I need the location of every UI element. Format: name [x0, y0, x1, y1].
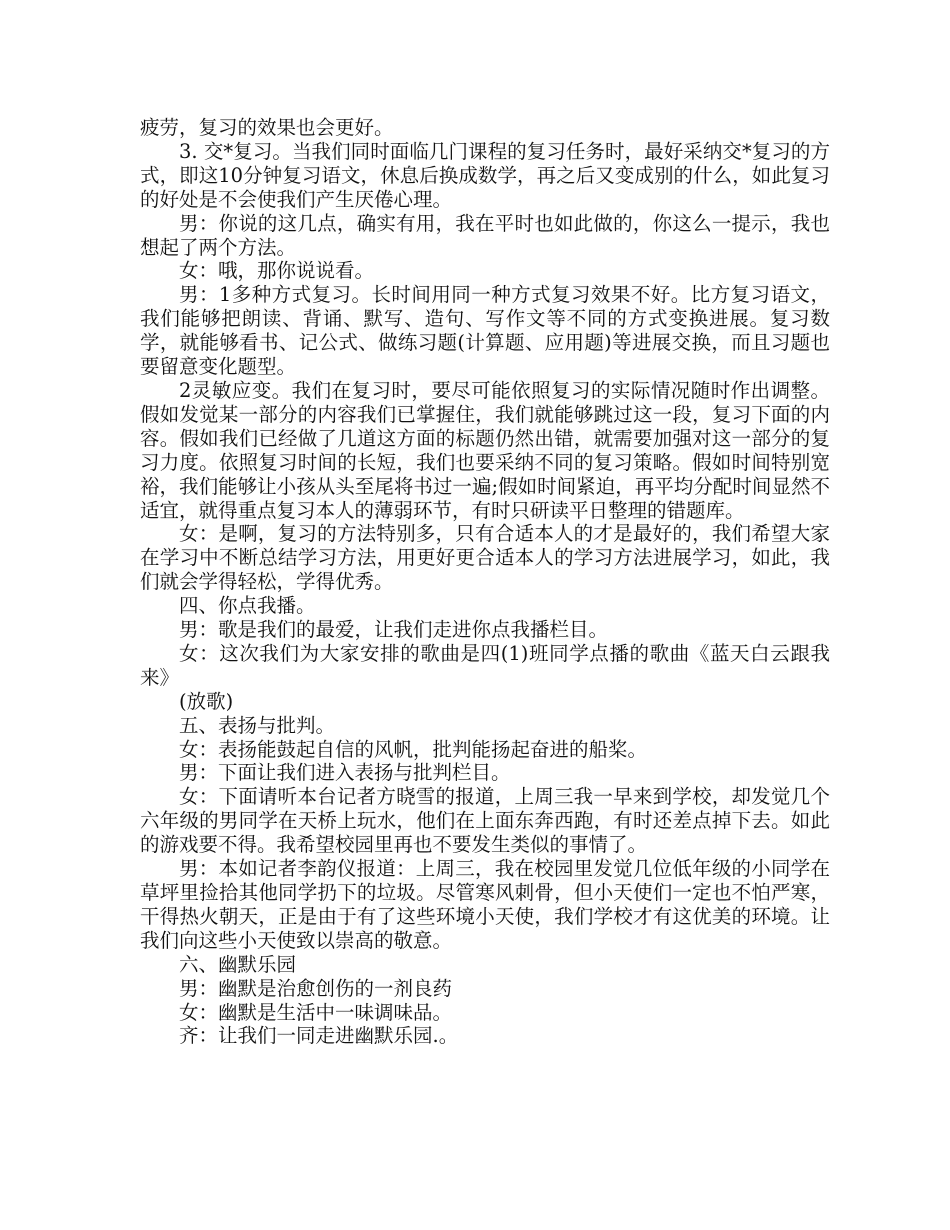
section-heading-humor: 六、幽默乐园: [179, 952, 297, 976]
paragraph-flexible-adaptation: 2灵敏应变。我们在复习时，要尽可能依照复习的实际情况随时作出调整。假如发觉某一部分的内容我们已掌握住，我们就能够跳过这一段，复习下面的内容。假如我们已经做了几道这方面的标题仍然出错，就需要加强对这一部分的复习力度。依照复习时间的长短，我们也要采纳不同的复习策略。假如时间特别宽裕，我们能够让小孩从头至尾将书过一遍;假如时间紧迫，再平均分配时间显然不适宜，就得重点复习本人的薄弱环节，有时只研读平日整理的错题库。: [140, 378, 830, 522]
section-heading-praise-criticism: 五、表扬与批判。: [179, 713, 336, 737]
paragraph-male-humor: 男：幽默是治愈创伤的一剂良药: [179, 976, 453, 1000]
paragraph-female-song-intro: 女：这次我们为大家安排的歌曲是四(1)班同学点播的歌曲《蓝天白云跟我来》: [140, 641, 830, 689]
paragraph-male-response: 男：你说的这几点，确实有用，我在平时也如此做的，你这么一提示，我也想起了两个方法。: [140, 211, 830, 259]
paragraph-play-song: (放歌): [179, 689, 234, 713]
paragraph-reporter-li: 男：本如记者李韵仪报道：上周三，我在校园里发觉几位低年级的小同学在草坪里捡拾其他同学扔下的垃圾。尽管寒风刺骨，但小天使们一定也不怕严寒，干得热火朝天，正是由于有了这些环境小天使，我们学校才有这优美的环境。让我们向这些小天使致以崇高的敬意。: [140, 857, 830, 952]
paragraph-continuation: 疲劳，复习的效果也会更好。: [140, 116, 394, 139]
section-heading-song-request: 四、你点我播。: [179, 594, 316, 618]
paragraph-female-prompt: 女：哦，那你说说看。: [179, 259, 375, 283]
paragraph-female-summary: 女：是啊，复习的方法特别多，只有合适本人的才是最好的，我们希望大家在学习中不断总结学习方法，用更好更合适本人的学习方法进展学习，如此，我们就会学得轻松，学得优秀。: [140, 522, 830, 594]
paragraph-together-humor: 齐：让我们一同走进幽默乐园.。: [179, 1024, 459, 1048]
paragraph-reporter-fang: 女：下面请听本台记者方晓雪的报道，上周三我一早来到学校，却发觉几个六年级的男同学在天桥上玩水，他们在上面东奔西跑，有时还差点掉下去。如此的游戏要不得。我希望校园里再也不要发生类似的事情了。: [140, 785, 830, 857]
paragraph-female-praise: 女：表扬能鼓起自信的风帆，批判能扬起奋进的船桨。: [179, 737, 648, 761]
paragraph-cross-review: 3. 交*复习。当我们同时面临几门课程的复习任务时，最好采纳交*复习的方式，即这10分钟复习语文，休息后换成数学，再之后又变成别的什么，如此复习的好处是不会使我们产生厌倦心理。: [140, 139, 830, 211]
paragraph-male-praise-intro: 男：下面让我们进入表扬与批判栏目。: [179, 761, 511, 785]
document-body: [140, 116, 830, 1048]
paragraph-male-song-intro: 男：歌是我们的最爱，让我们走进你点我播栏目。: [179, 618, 609, 642]
paragraph-female-humor: 女：幽默是生活中一味调味品。: [179, 1000, 453, 1024]
paragraph-multiple-methods: 男：1多种方式复习。长时间用同一种方式复习效果不好。比方复习语文，我们能够把朗读、背诵、默写、造句、写作文等不同的方式变换进展。复习数学，就能够看书、记公式、做练习题(计算题、应用题)等进展交换，而且习题也要留意变化题型。: [140, 283, 830, 379]
